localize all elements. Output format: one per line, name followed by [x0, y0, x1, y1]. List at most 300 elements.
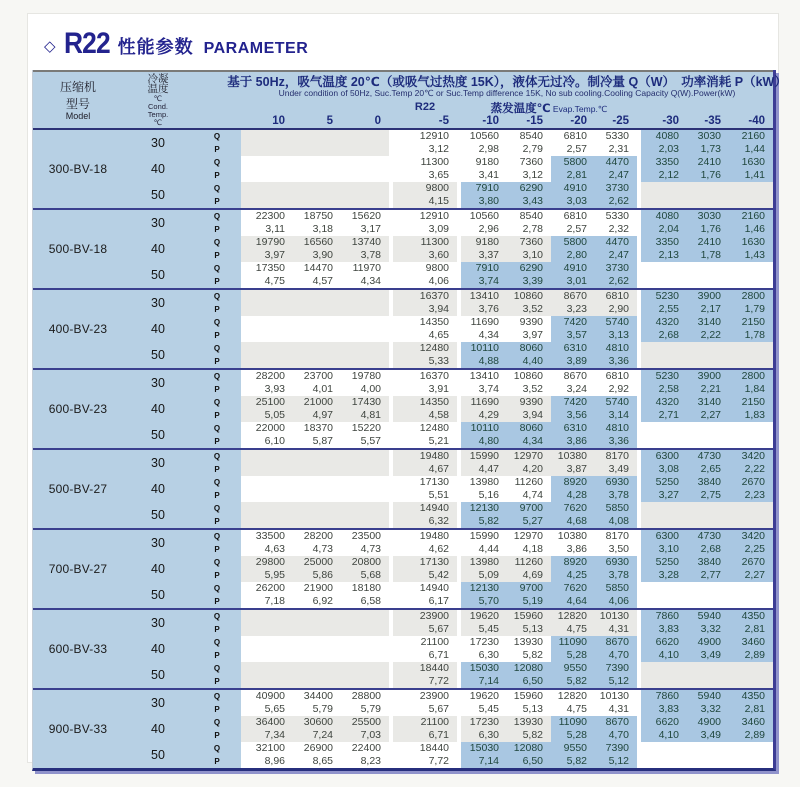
cooling-capacity-cell [293, 502, 341, 515]
power-cell: 5,51 [428, 489, 449, 501]
power-cell: 2,92 [608, 383, 629, 395]
power-cell: 1,43 [729, 249, 773, 262]
power-cell [729, 435, 773, 448]
cooling-capacity-cell: 4080 [641, 210, 687, 223]
p-row-label: P [193, 755, 241, 768]
cond-header-cn2: 温度 [147, 83, 169, 95]
power-cell: 4,88 [461, 355, 507, 368]
power-cell: 4,15 [393, 195, 457, 208]
cooling-capacity-cell: 15990 [461, 450, 507, 463]
cooling-capacity-cell [687, 262, 729, 275]
cooling-capacity-cell: 26200 [255, 582, 285, 594]
cooling-capacity-cell: 23900 [419, 690, 449, 702]
page-title [44, 27, 778, 61]
power-cell: 7,18 [264, 595, 285, 607]
power-cell: 7,14 [461, 755, 507, 768]
model-label: 500-BV-18 [33, 210, 123, 288]
power-cell [341, 303, 389, 316]
evap-header-en: Evap.Temp.℃ [550, 104, 608, 114]
cooling-capacity-cell: 5800 [551, 236, 595, 249]
cond-temp-value: 30 [123, 290, 193, 316]
power-cell: 3,13 [595, 329, 637, 342]
p-row-label: P [193, 383, 241, 396]
cooling-capacity-cell: 21900 [303, 582, 333, 594]
cooling-capacity-cell [293, 156, 341, 169]
cooling-capacity-cell: 4320 [641, 316, 687, 329]
power-cell: 1,76 [687, 169, 729, 182]
power-cell: 2,68 [687, 543, 729, 556]
cooling-capacity-cell: 34400 [303, 690, 333, 702]
cooling-capacity-cell: 10860 [513, 370, 543, 382]
cooling-capacity-cell: 8920 [551, 476, 595, 489]
cond-header-en2: Temp. [147, 109, 169, 119]
cooling-capacity-cell: 3460 [729, 716, 773, 729]
cooling-capacity-cell: 14350 [419, 316, 449, 328]
cooling-capacity-cell: 6290 [507, 182, 551, 195]
power-cell: 2,81 [729, 623, 773, 636]
section-500-BV-27 [33, 448, 773, 528]
power-cell [687, 435, 729, 448]
power-cell: 3,08 [641, 463, 687, 476]
cooling-capacity-cell: 23900 [393, 610, 457, 623]
power-cell: 4,81 [341, 409, 389, 422]
cooling-capacity-cell: 10380 [557, 530, 587, 542]
evap-temp-tick: 0 [374, 115, 381, 127]
cooling-capacity-cell [293, 636, 341, 649]
cooling-capacity-cell: 13930 [513, 636, 543, 648]
cond-temp-value: 40 [123, 716, 193, 742]
power-cell [729, 675, 773, 688]
cooling-capacity-cell: 7620 [551, 582, 595, 595]
cooling-capacity-cell [729, 742, 773, 755]
cooling-capacity-cell [341, 290, 389, 303]
cond-temp-value: 40 [123, 636, 193, 662]
p-row-label: P [193, 623, 241, 636]
power-cell: 3,74 [478, 383, 499, 395]
power-cell: 2,89 [729, 729, 773, 742]
cooling-capacity-cell: 6810 [563, 130, 587, 142]
cooling-capacity-cell [293, 662, 341, 675]
power-cell: 4,40 [507, 355, 551, 368]
cooling-capacity-cell: 15030 [461, 742, 507, 755]
power-cell: 3,18 [312, 223, 333, 235]
power-cell: 2,22 [687, 329, 729, 342]
cooling-capacity-cell [241, 130, 293, 143]
power-cell: 6,30 [461, 729, 507, 742]
cooling-capacity-cell: 19620 [469, 690, 499, 702]
cooling-capacity-cell: 22000 [255, 422, 285, 434]
power-cell: 1,76 [687, 223, 729, 236]
power-cell: 3,10 [507, 249, 551, 262]
q-row-label: Q [193, 316, 241, 329]
cooling-capacity-cell: 3350 [641, 236, 687, 249]
power-cell: 4,70 [595, 649, 637, 662]
cooling-capacity-cell [641, 342, 687, 355]
power-cell: 3,83 [641, 703, 687, 716]
power-cell: 1,83 [729, 409, 773, 422]
cooling-capacity-cell: 29800 [241, 556, 293, 569]
cooling-capacity-cell: 10110 [461, 422, 507, 435]
cooling-capacity-cell [341, 450, 389, 463]
power-cell: 2,47 [595, 169, 637, 182]
power-cell: 5,67 [393, 623, 457, 636]
cooling-capacity-cell [687, 182, 729, 195]
power-cell: 5,28 [551, 729, 595, 742]
cooling-capacity-cell [687, 582, 729, 595]
section-700-BV-27 [33, 528, 773, 608]
evap-temp-tick: -15 [526, 115, 543, 127]
cooling-capacity-cell: 17130 [419, 476, 449, 488]
power-cell [641, 675, 687, 688]
cooling-capacity-cell [729, 662, 773, 675]
power-cell: 4,29 [461, 409, 507, 422]
power-cell: 4,58 [393, 409, 457, 422]
evap-header-cn: 蒸发温度℃ [490, 103, 551, 115]
power-cell [241, 623, 293, 636]
power-cell: 5,12 [595, 755, 637, 768]
cooling-capacity-cell: 3030 [687, 210, 729, 223]
power-cell: 4,10 [641, 649, 687, 662]
cooling-capacity-cell: 33500 [255, 530, 285, 542]
q-row-label: Q [193, 156, 241, 169]
power-cell [641, 355, 687, 368]
cooling-capacity-cell: 5230 [641, 370, 687, 383]
power-cell: 5,79 [312, 703, 333, 715]
p-row-label: P [193, 303, 241, 316]
cooling-capacity-cell: 10380 [551, 450, 595, 463]
power-cell [293, 143, 341, 156]
evap-temp-tick: -10 [482, 115, 499, 127]
cooling-capacity-cell: 7420 [551, 396, 595, 409]
cooling-capacity-cell: 5940 [687, 690, 729, 703]
cond-temp-value: 50 [123, 582, 193, 608]
cooling-capacity-cell: 2800 [729, 290, 773, 303]
power-cell: 4,31 [608, 703, 629, 715]
cooling-capacity-cell: 19780 [351, 370, 381, 382]
power-cell: 3,60 [393, 249, 457, 262]
power-cell: 3,10 [641, 543, 687, 556]
power-cell: 2,25 [729, 543, 773, 556]
q-row-label: Q [193, 370, 241, 383]
cond-temp-value: 50 [123, 182, 193, 208]
cooling-capacity-cell: 2160 [729, 210, 773, 223]
p-row-label: P [193, 489, 241, 502]
power-cell [293, 195, 341, 208]
cooling-capacity-cell [341, 610, 389, 623]
power-cell: 2,17 [687, 303, 729, 316]
cooling-capacity-cell: 6620 [641, 716, 687, 729]
power-cell: 3,36 [595, 435, 637, 448]
cooling-capacity-cell: 18440 [419, 742, 449, 754]
power-cell: 5,95 [241, 569, 293, 582]
power-cell: 4,62 [428, 543, 449, 555]
power-cell: 2,23 [729, 489, 773, 502]
power-cell: 3,97 [522, 329, 543, 341]
power-cell: 5,82 [461, 515, 507, 528]
power-cell: 5,82 [507, 729, 551, 742]
model-header-cn1: 压缩机 [59, 79, 96, 94]
cooling-capacity-cell: 12080 [507, 742, 551, 755]
power-cell: 3,93 [264, 383, 285, 395]
power-cell: 3,27 [641, 489, 687, 502]
cooling-capacity-cell: 8060 [507, 422, 551, 435]
power-cell: 4,68 [551, 515, 595, 528]
power-cell: 1,78 [729, 329, 773, 342]
cooling-capacity-cell: 13980 [461, 556, 507, 569]
cooling-capacity-cell [687, 742, 729, 755]
cooling-capacity-cell: 3900 [687, 290, 729, 303]
power-cell: 2,81 [729, 703, 773, 716]
cooling-capacity-cell [341, 636, 389, 649]
cooling-capacity-cell: 13740 [341, 236, 389, 249]
cooling-capacity-cell: 6300 [641, 450, 687, 463]
cond-temp-value: 30 [123, 530, 193, 556]
power-cell: 5,70 [461, 595, 507, 608]
cooling-capacity-cell: 18440 [393, 662, 457, 675]
cooling-capacity-cell: 7390 [595, 742, 637, 755]
p-row-label: P [193, 355, 241, 368]
cond-temp-value: 50 [123, 662, 193, 688]
q-row-label: Q [193, 556, 241, 569]
power-cell: 4,64 [551, 595, 595, 608]
power-cell [729, 195, 773, 208]
power-cell: 3,78 [595, 489, 637, 502]
cooling-capacity-cell: 19480 [419, 530, 449, 542]
power-cell: 3,86 [566, 543, 587, 555]
cooling-capacity-cell: 17430 [341, 396, 389, 409]
power-cell: 4,97 [293, 409, 341, 422]
power-cell: 2,12 [641, 169, 687, 182]
evap-temp-tick: -25 [612, 115, 629, 127]
power-cell: 5,13 [522, 703, 543, 715]
power-cell: 5,45 [478, 703, 499, 715]
q-row-label: Q [193, 236, 241, 249]
power-cell: 2,62 [595, 275, 637, 288]
cooling-capacity-cell: 32100 [255, 742, 285, 754]
cond-temp-value: 40 [123, 156, 193, 182]
cooling-capacity-cell: 12480 [419, 422, 449, 434]
q-row-label: Q [193, 290, 241, 303]
cooling-capacity-cell [341, 662, 389, 675]
cooling-capacity-cell: 5740 [595, 316, 637, 329]
cooling-capacity-cell: 7360 [507, 236, 551, 249]
power-cell: 5,68 [341, 569, 389, 582]
cooling-capacity-cell: 2160 [729, 130, 773, 143]
cooling-capacity-cell: 4910 [551, 262, 595, 275]
cooling-capacity-cell: 28200 [303, 530, 333, 542]
cooling-capacity-cell: 11300 [393, 236, 457, 249]
power-cell: 4,67 [393, 463, 457, 476]
model-label: 300-BV-18 [33, 130, 123, 208]
model-label: 600-BV-33 [33, 610, 123, 688]
cooling-capacity-cell: 18750 [303, 210, 333, 222]
power-cell: 5,05 [241, 409, 293, 422]
cooling-capacity-cell: 18370 [303, 422, 333, 434]
power-cell: 3,94 [393, 303, 457, 316]
cooling-capacity-cell [241, 156, 293, 169]
cooling-capacity-cell: 2150 [729, 316, 773, 329]
power-cell: 4,34 [507, 435, 551, 448]
p-row-label: P [193, 223, 241, 236]
cooling-capacity-cell [241, 662, 293, 675]
table-body [33, 130, 773, 768]
power-cell: 2,13 [641, 249, 687, 262]
cooling-capacity-cell [687, 422, 729, 435]
cooling-capacity-cell [241, 316, 293, 329]
section-400-BV-23 [33, 288, 773, 368]
cooling-capacity-cell: 36400 [241, 716, 293, 729]
p-row-label: P [193, 329, 241, 342]
model-label: 700-BV-27 [33, 530, 123, 608]
cooling-capacity-cell: 3460 [729, 636, 773, 649]
power-cell: 4,75 [264, 275, 285, 287]
power-cell: 4,20 [507, 463, 551, 476]
power-cell: 4,63 [264, 543, 285, 555]
cooling-capacity-cell: 13410 [469, 370, 499, 382]
cooling-capacity-cell: 11260 [507, 556, 551, 569]
cond-temp-value: 40 [123, 236, 193, 262]
power-cell: 3,14 [595, 409, 637, 422]
cooling-capacity-cell: 9180 [461, 236, 507, 249]
power-cell: 3,52 [507, 303, 551, 316]
cooling-capacity-cell: 17230 [469, 636, 499, 648]
cooling-capacity-cell: 5850 [595, 502, 637, 515]
power-cell: 3,03 [551, 195, 595, 208]
cooling-capacity-cell: 23500 [351, 530, 381, 542]
cooling-capacity-cell: 3900 [687, 370, 729, 383]
power-cell: 2,77 [687, 569, 729, 582]
model-label: 900-BV-33 [33, 690, 123, 768]
power-cell: 3,89 [551, 355, 595, 368]
cooling-capacity-cell: 12910 [419, 130, 449, 142]
cooling-capacity-cell [729, 582, 773, 595]
power-cell: 5,21 [428, 435, 449, 447]
power-cell: 4,31 [595, 623, 637, 636]
power-cell: 1,78 [687, 249, 729, 262]
cooling-capacity-cell: 14470 [303, 262, 333, 274]
cooling-capacity-cell: 17230 [461, 716, 507, 729]
cooling-capacity-cell: 12480 [393, 342, 457, 355]
cooling-capacity-cell: 4910 [551, 182, 595, 195]
cooling-capacity-cell [293, 290, 341, 303]
cooling-capacity-cell: 6810 [563, 210, 587, 222]
q-row-label: Q [193, 662, 241, 675]
power-cell [687, 275, 729, 288]
power-cell: 5,65 [264, 703, 285, 715]
cooling-capacity-cell: 2410 [687, 156, 729, 169]
cooling-capacity-cell: 1630 [729, 236, 773, 249]
cooling-capacity-cell [293, 610, 341, 623]
power-cell: 2,71 [641, 409, 687, 422]
p-row-label: P [193, 169, 241, 182]
power-cell: 4,69 [507, 569, 551, 582]
power-cell: 3,57 [551, 329, 595, 342]
p-row-label: P [193, 463, 241, 476]
evap-temp-tick: 10 [272, 115, 285, 127]
q-row-label: Q [193, 182, 241, 195]
cooling-capacity-cell: 8060 [507, 342, 551, 355]
cooling-capacity-cell [729, 342, 773, 355]
cooling-capacity-cell: 28800 [351, 690, 381, 702]
model-label: 400-BV-23 [33, 290, 123, 368]
p-row-label: P [193, 275, 241, 288]
cooling-capacity-cell: 10110 [461, 342, 507, 355]
cooling-capacity-cell: 11690 [461, 396, 507, 409]
power-cell: 5,45 [461, 623, 507, 636]
power-cell [293, 489, 341, 502]
p-row-label: P [193, 703, 241, 716]
q-row-label: Q [193, 262, 241, 275]
cooling-capacity-cell: 12910 [419, 210, 449, 222]
power-cell: 4,08 [595, 515, 637, 528]
cond-temp-value: 50 [123, 502, 193, 528]
power-cell: 3,97 [241, 249, 293, 262]
cooling-capacity-cell [341, 316, 389, 329]
power-cell [341, 195, 389, 208]
cooling-capacity-cell: 12820 [551, 610, 595, 623]
cooling-capacity-cell: 15990 [469, 530, 499, 542]
power-cell: 2,32 [608, 223, 629, 235]
p-row-label: P [193, 729, 241, 742]
power-cell [341, 515, 389, 528]
cooling-capacity-cell: 9700 [507, 582, 551, 595]
power-cell: 7,24 [293, 729, 341, 742]
cooling-capacity-cell: 15960 [507, 610, 551, 623]
power-cell: 2,04 [641, 223, 687, 236]
power-cell: 3,32 [687, 623, 729, 636]
power-cell: 3,32 [687, 703, 729, 716]
cooling-capacity-cell: 2800 [729, 370, 773, 383]
power-cell: 2,98 [478, 143, 499, 155]
power-cell: 5,28 [551, 649, 595, 662]
cooling-capacity-cell: 4350 [729, 690, 773, 703]
power-cell [687, 675, 729, 688]
cond-header-cn1: 冷凝 [147, 72, 169, 85]
power-cell: 3,23 [551, 303, 595, 316]
power-cell: 5,67 [428, 703, 449, 715]
cooling-capacity-cell: 6290 [507, 262, 551, 275]
power-cell: 3,74 [461, 275, 507, 288]
cooling-capacity-cell [293, 316, 341, 329]
cooling-capacity-cell: 11090 [551, 636, 595, 649]
cond-temp-value: 40 [123, 316, 193, 342]
power-cell: 1,41 [729, 169, 773, 182]
cooling-capacity-cell: 9800 [393, 182, 457, 195]
power-cell: 2,55 [641, 303, 687, 316]
power-cell: 5,82 [551, 675, 595, 688]
power-cell: 6,32 [393, 515, 457, 528]
document-panel [27, 13, 787, 767]
power-cell: 4,00 [360, 383, 381, 395]
cooling-capacity-cell [241, 450, 293, 463]
cooling-capacity-cell: 9800 [425, 262, 449, 274]
power-cell: 4,73 [360, 543, 381, 555]
cooling-capacity-cell: 3840 [687, 476, 729, 489]
cooling-capacity-cell: 8670 [551, 290, 595, 303]
p-row-label: P [193, 435, 241, 448]
power-cell: 3,11 [265, 223, 285, 235]
power-cell [729, 355, 773, 368]
cooling-capacity-cell: 13410 [461, 290, 507, 303]
cooling-capacity-cell: 11300 [420, 156, 449, 168]
cooling-capacity-cell: 22400 [351, 742, 381, 754]
cooling-capacity-cell: 14940 [393, 502, 457, 515]
q-row-label: Q [193, 636, 241, 649]
cooling-capacity-cell: 6930 [595, 476, 637, 489]
power-cell: 3,12 [428, 143, 449, 155]
power-cell: 4,34 [478, 329, 499, 341]
power-cell [341, 169, 389, 182]
